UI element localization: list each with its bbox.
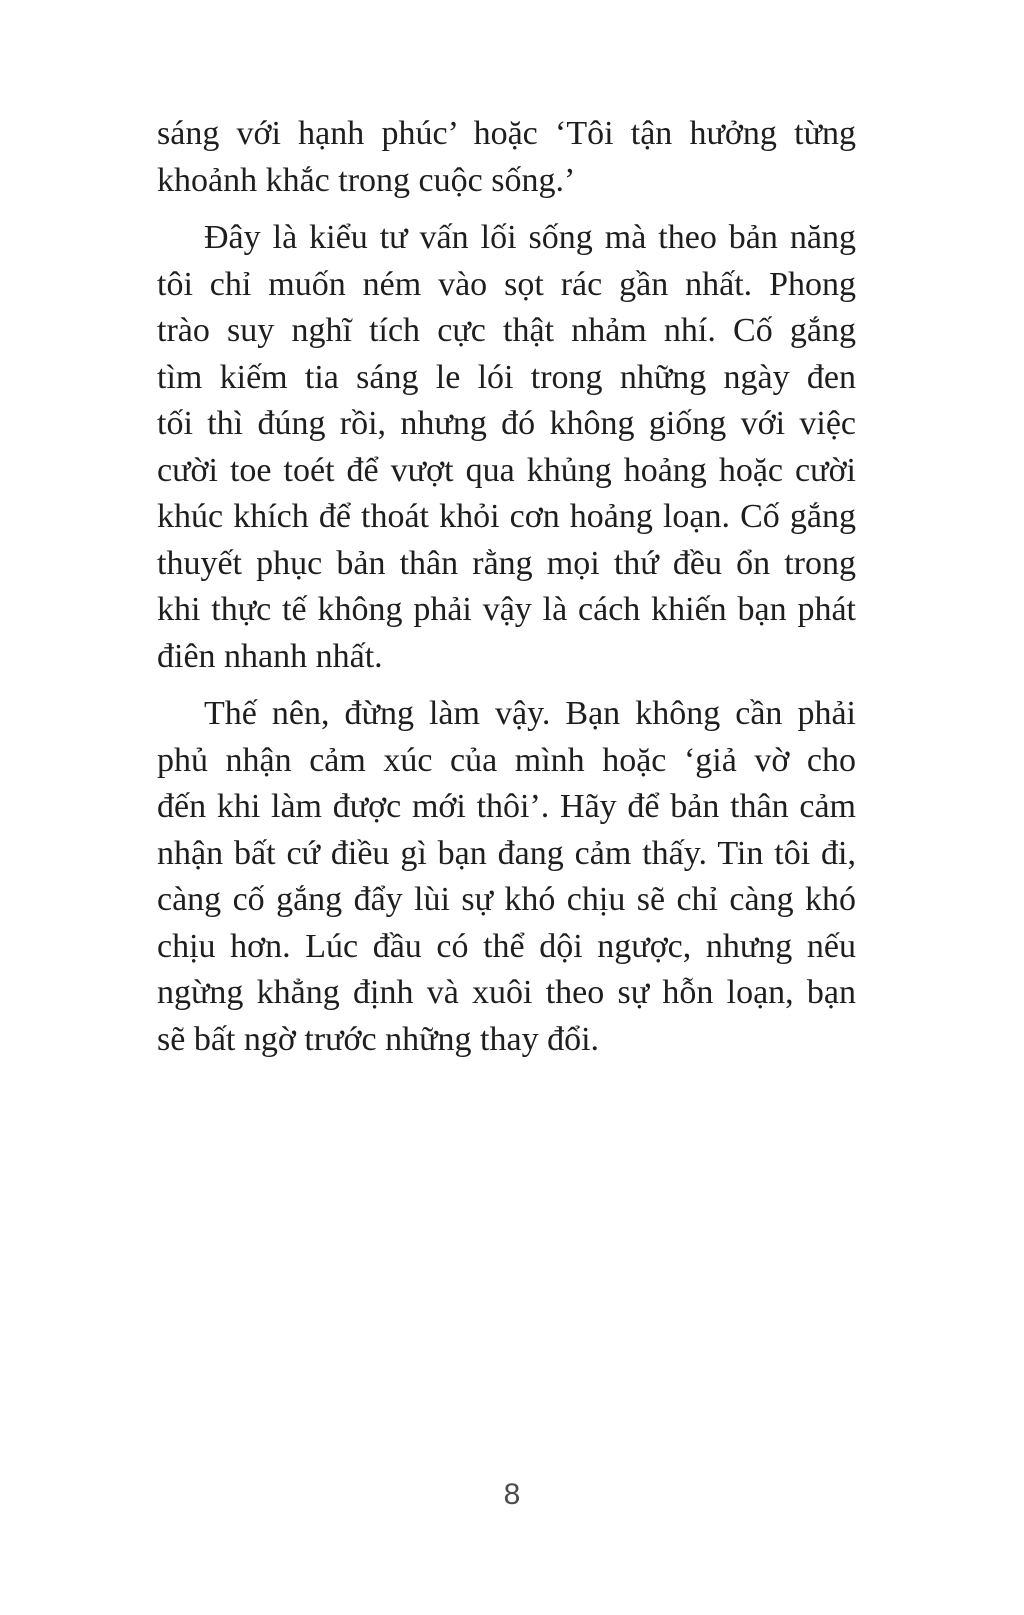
text-line: khúc khích để thoát khỏi cơn hoảng loạn. Cố gắng bbox=[157, 498, 856, 535]
text-line: Thế nên, đừng làm vậy. Bạn không cần phải bbox=[204, 695, 856, 732]
text-line: sáng với hạnh phúc’ hoặc ‘Tôi tận hưởng từng bbox=[157, 115, 856, 152]
text-line: sẽ bất ngờ trước những thay đổi. bbox=[157, 1020, 600, 1058]
text-line: ngừng khẳng định và xuôi theo sự hỗn loạn, bạn bbox=[157, 974, 856, 1011]
text-line: điên nhanh nhất. bbox=[157, 637, 383, 675]
paragraph bbox=[157, 691, 856, 1063]
paragraph bbox=[157, 111, 856, 204]
text-line: khoảnh khắc trong cuộc sống.’ bbox=[157, 161, 576, 199]
text-line: chịu hơn. Lúc đầu có thể dội ngược, nhưng nếu bbox=[157, 927, 856, 965]
text-line: Đây là kiểu tư vấn lối sống mà theo bản năng bbox=[204, 219, 856, 256]
text-line: tôi chỉ muốn ném vào sọt rác gần nhất. Phong bbox=[157, 265, 856, 303]
body-text bbox=[157, 111, 856, 1063]
text-line: thuyết phục bản thân rằng mọi thứ đều ổn trong bbox=[157, 544, 856, 582]
text-line: càng cố gắng đẩy lùi sự khó chịu sẽ chỉ càng khó bbox=[157, 881, 856, 918]
text-line: đến khi làm được mới thôi’. Hãy để bản thân cảm bbox=[157, 788, 856, 825]
text-line: tìm kiếm tia sáng le lói trong những ngày đen bbox=[157, 358, 856, 396]
page-number: 8 bbox=[503, 1478, 521, 1511]
text-line: phủ nhận cảm xúc của mình hoặc ‘giả vờ cho bbox=[157, 741, 856, 779]
text-line: trào suy nghĩ tích cực thật nhảm nhí. Cố gắng bbox=[157, 312, 856, 349]
text-line: cười toe toét để vượt qua khủng hoảng hoặc cười bbox=[157, 451, 856, 489]
paragraph bbox=[157, 215, 856, 680]
text-line: khi thực tế không phải vậy là cách khiến bạn phát bbox=[157, 591, 856, 628]
text-line: nhận bất cứ điều gì bạn đang cảm thấy. Tin tôi đi, bbox=[157, 834, 856, 872]
text-line: tối thì đúng rồi, nhưng đó không giống với việc bbox=[157, 405, 856, 442]
